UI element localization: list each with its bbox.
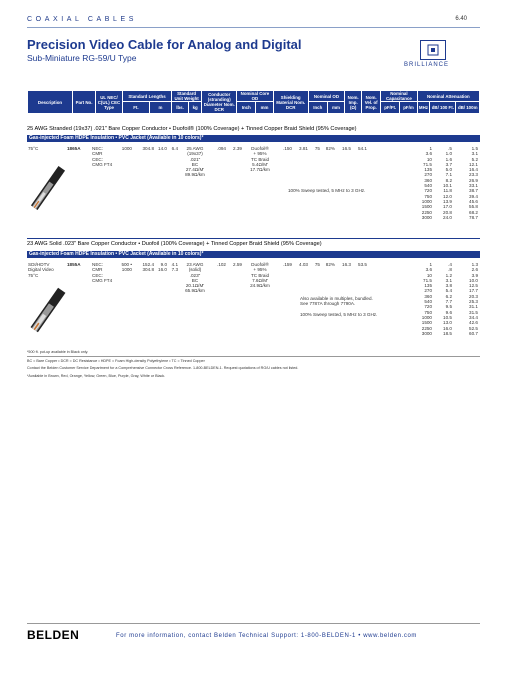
- s1-frequency-value: 540: [424, 183, 432, 189]
- s2-core-inch: .102: [217, 262, 226, 267]
- s2-attenuation-ft-value: 9.6: [445, 309, 452, 315]
- unit-kg: kg: [189, 102, 202, 114]
- page-number: 6.40: [455, 16, 467, 22]
- s1-attenuation-m-value: 16.4: [469, 167, 478, 173]
- section-1-title: 25 AWG Stranded (19x37) .021" Bare Copper Conductor • Duofoil® (100% Coverage) + Tinned Copper Braid Shield (95% Coverage): [27, 126, 357, 132]
- s1-attenuation-m-value: 39.4: [469, 193, 478, 199]
- s2-cap-pf-m: 53.5: [358, 262, 367, 267]
- unit-lbs: lbs.: [171, 102, 188, 114]
- s2-attenuation-ft-value: 16.0: [443, 325, 452, 331]
- s2-attenuation-m-value: 42.6: [469, 320, 478, 326]
- s2-attenuation-ft-value: 3.1: [445, 277, 452, 283]
- s1-attenuation-ft-value: .5: [448, 146, 452, 151]
- s2-attenuation-m-value: 3.9: [471, 272, 478, 278]
- s2-weight-lbs: 9.0 16.0: [158, 262, 167, 273]
- s2-frequency-value: 10: [426, 272, 432, 278]
- s2-attenuation-m-value: 31.5: [469, 309, 478, 315]
- s1-attenuation-ft-value: 7.1: [445, 172, 452, 178]
- abbreviations-note: BC = Bare Copper • DCR = DC Resistance • HDPE = Foam High-density Polyethylene • TC = Tinned Copper: [27, 356, 480, 363]
- unit-core-mm: mm: [256, 102, 273, 114]
- s1-frequency-value: 1: [429, 146, 432, 151]
- unit-core-inch: Inch: [237, 102, 256, 114]
- s1-frequency-value: 360: [424, 177, 432, 183]
- col-description: Description: [28, 91, 73, 114]
- s1-attenuation-m-value: 26.9: [469, 177, 478, 183]
- s2-weight-kg: 4.1 7.3: [171, 262, 178, 273]
- s1-cap-pf-m: 54.1: [358, 146, 367, 151]
- s2-core-mm: 2.59: [233, 262, 242, 267]
- s1-attenuation-ft-value: 10.1: [443, 183, 452, 189]
- s2-attenuation-ft-value: 6.2: [445, 293, 452, 299]
- s1-attenuation-ft-value: 12.0: [443, 193, 452, 199]
- s2-attenuation-m-value: 31.1: [469, 304, 478, 310]
- s1-ul-type: NEC: CMR CEC: CMG FT4: [92, 146, 113, 167]
- s2-attenuation-m-value: 1.3: [471, 262, 478, 267]
- unit-db-100m: dB/ 100m: [456, 102, 480, 114]
- s2-mhz-column: [410, 262, 432, 336]
- s1-attenuation-ft-value: 17.0: [443, 204, 452, 210]
- contact-note: Contact the Belden Customer Service Department for a Comprehensive Connector Cross Reference. 1-800-BELDEN-1. Request quotations of RG/U cables not listed.: [27, 366, 299, 370]
- belden-logo: BELDEN: [27, 628, 80, 642]
- s2-attenuation-ft-value: .8: [448, 267, 452, 273]
- s1-frequency-value: 270: [424, 172, 432, 178]
- s1-mhz-column: [410, 146, 432, 220]
- brilliance-logo-icon: [420, 40, 446, 60]
- unit-od-mm: mm: [327, 102, 344, 114]
- s2-attenuation-m-value: 17.7: [469, 288, 478, 294]
- putup-note: *500 ft. put-up available in Black only.: [27, 350, 89, 354]
- section-2-title: 23 AWG Solid .023" Bare Copper Conductor • Duofoil (100% Coverage) + Tinned Copper Braid Shield (95% Coverage): [27, 241, 322, 247]
- s1-cap-pf-ft: 16.5: [342, 146, 351, 151]
- s1-frequency-value: 720: [424, 188, 432, 194]
- s1-attenuation-ft-value: 1.0: [445, 151, 452, 157]
- cable-1865a-image: [28, 160, 68, 215]
- s1-length-m: 304.8: [142, 146, 154, 151]
- s1-weight-lbs: 14.0: [158, 146, 167, 151]
- col-shielding: Shielding Material Nom. DCR: [273, 91, 308, 114]
- col-capacitance: Nominal Capacitance: [381, 91, 417, 102]
- s1-frequency-value: 3000: [421, 214, 432, 220]
- s1-attenuation-m-value: 12.1: [469, 161, 478, 167]
- s1-frequency-value: 135: [424, 167, 432, 173]
- s1-frequency-value: 10: [426, 156, 432, 162]
- s1-frequency-value: 750: [424, 193, 432, 199]
- s1-sweep-note: 100% Sweep tested, 5 MHz to 3 GHz.: [288, 188, 366, 193]
- s1-attenuation-m-value: 33.1: [469, 183, 478, 189]
- s1-core-mm: 2.39: [233, 146, 242, 151]
- page-subtitle: Sub-Miniature RG-59/U Type: [27, 53, 137, 63]
- s1-core-inch: .094: [217, 146, 226, 151]
- s2-velocity: 82%: [325, 262, 335, 267]
- s2-od-inch: .159: [283, 262, 292, 267]
- s2-conductor: 23 AWG (solid) .023" BC 20.1Ω/M' 65.9Ω/km: [185, 262, 205, 294]
- s2-cap-pf-ft: 16.3: [342, 262, 351, 267]
- s1-attenuation-ft-value: 3.7: [445, 161, 452, 167]
- s2-frequency-value: 1: [429, 262, 432, 267]
- s1-weight-kg: 6.4: [171, 146, 178, 151]
- section-2-insulation-bar: Gas-injected Foam HDPE Insulation • PVC Jacket (Available in 10 colors)*: [27, 251, 480, 258]
- footer-divider: [27, 623, 480, 624]
- s2-length-m: 152.4 304.8: [142, 262, 154, 273]
- col-standard-lengths: Standard Lengths: [123, 91, 172, 102]
- s2-shielding: Duofoil® + 95% TC Braid 7.6Ω/M' 24.9Ω/km: [250, 262, 270, 289]
- s2-attenuation-ft-value: 5.4: [445, 288, 452, 294]
- section-category: COAXIAL CABLES: [27, 16, 138, 23]
- s2-frequency-value: 2250: [421, 325, 432, 331]
- unit-od-inch: Inch: [308, 102, 327, 114]
- s2-attenuation-ft-value: 7.7: [445, 299, 452, 305]
- s2-frequency-value: 1500: [421, 320, 432, 326]
- col-velocity: Nom. Vel. of Prop.: [362, 91, 381, 114]
- s1-impedance: 75: [314, 146, 320, 151]
- unit-pf-m: pF/m: [400, 102, 417, 114]
- col-attenuation: Nominal Attenuation: [417, 91, 479, 102]
- s2-attenuation-m-value: 10.0: [469, 277, 478, 283]
- s2-frequency-value: 360: [424, 293, 432, 299]
- s2-attenuation-ft-value: 18.5: [443, 330, 452, 336]
- s1-od-inch: .150: [283, 146, 292, 151]
- s2-frequency-value: 540: [424, 299, 432, 305]
- s1-attenuation-m-value: 3.1: [471, 151, 478, 157]
- s2-attenuation-ft-value: 9.5: [445, 304, 452, 310]
- unit-db-100ft: dB/ 100 Ft.: [430, 102, 456, 114]
- s1-attenuation-m-value: 68.2: [469, 209, 478, 215]
- s2-frequency-value: 3.6: [425, 267, 432, 273]
- s1-length-ft: 1000: [121, 146, 132, 151]
- s1-db-per-100ft-column: [432, 146, 452, 220]
- s2-db-per-100m-column: [452, 262, 478, 336]
- s1-part-no: 1865A: [67, 146, 81, 151]
- s2-length-ft: 500 • 1000: [121, 262, 132, 273]
- col-core-od: Nominal Core OD: [237, 91, 273, 102]
- s1-attenuation-ft-value: 5.0: [445, 167, 452, 173]
- s1-description: 75°C: [28, 146, 39, 151]
- page-title: Precision Video Cable for Analog and Digital: [27, 37, 302, 52]
- col-nominal-od: Nominal OD: [308, 91, 344, 102]
- col-impedance: Nom. Imp. (Ω): [345, 91, 362, 114]
- s1-attenuation-m-value: 23.3: [469, 172, 478, 178]
- s2-multiples-note: Also available in multiples, bundled. See 7787A through 7790A.: [300, 296, 373, 307]
- s1-attenuation-ft-value: 1.6: [445, 156, 452, 162]
- s2-attenuation-ft-value: 13.0: [443, 320, 452, 326]
- s2-attenuation-m-value: 20.3: [469, 293, 478, 299]
- col-part-no: Part No.: [73, 91, 96, 114]
- s2-attenuation-ft-value: 3.8: [445, 283, 452, 289]
- spec-table-header: [27, 90, 480, 114]
- s1-attenuation-m-value: 78.7: [469, 214, 478, 220]
- s2-od-mm: 4.03: [299, 262, 308, 267]
- s2-impedance: 75: [314, 262, 320, 267]
- s2-frequency-value: 1000: [421, 314, 432, 320]
- s1-velocity: 82%: [325, 146, 335, 151]
- s2-attenuation-m-value: 52.5: [469, 325, 478, 331]
- section-divider: [27, 238, 480, 239]
- section-1-insulation-bar: Gas-injected Foam HDPE Insulation • PVC Jacket (Available in 10 colors)*: [27, 135, 480, 142]
- s1-attenuation-m-value: 45.6: [469, 198, 478, 204]
- s1-attenuation-ft-value: 24.0: [443, 214, 452, 220]
- header-divider: [27, 27, 480, 28]
- unit-ft: Ft.: [123, 102, 150, 114]
- s2-frequency-value: 135: [424, 283, 432, 289]
- brand-name: BRILLIANCE: [404, 62, 450, 68]
- s2-frequency-value: 3000: [421, 330, 432, 336]
- s1-attenuation-m-value: 5.2: [471, 156, 478, 162]
- colors-note: *Available in Brown, Red, Orange, Yellow, Green, Blue, Purple, Gray, White or Black.: [27, 374, 166, 378]
- s2-attenuation-m-value: 2.6: [471, 267, 478, 273]
- col-conductor: Conductor (stranding) Diameter Nom. DCR: [203, 92, 235, 112]
- s2-attenuation-m-value: 60.7: [469, 330, 478, 336]
- s2-description: SDI/HDTV Digital Video 75°C: [28, 262, 54, 278]
- s1-od-mm: 3.81: [299, 146, 308, 151]
- s2-attenuation-ft-value: .4: [448, 262, 452, 267]
- s1-shielding: Duofoil® + 95% TC Braid 5.4Ω/M' 17.7Ω/km: [250, 146, 270, 173]
- s1-attenuation-ft-value: 11.8: [443, 188, 452, 194]
- s1-frequency-value: 3.6: [425, 151, 432, 157]
- s1-conductor: 25 AWG (19x37) .021" BC 27.4Ω/M' 89.9Ω/km: [185, 146, 205, 178]
- unit-pf-ft: pF/Ft.: [381, 102, 400, 114]
- s1-frequency-value: 2250: [421, 209, 432, 215]
- s2-sweep-note: 100% Sweep tested, 5 MHz to 3 GHz.: [300, 312, 378, 317]
- s2-frequency-value: 750: [424, 309, 432, 315]
- unit-mhz: MHz: [417, 102, 430, 114]
- s1-attenuation-m-value: 55.8: [469, 204, 478, 210]
- s1-attenuation-m-value: 38.7: [469, 188, 478, 194]
- s2-db-per-100ft-column: [432, 262, 452, 336]
- s2-attenuation-m-value: 25.3: [469, 299, 478, 305]
- s2-frequency-value: 71.5: [423, 277, 432, 283]
- unit-m: m: [149, 102, 171, 114]
- cable-1855a-image: [28, 282, 68, 337]
- s2-attenuation-ft-value: 1.2: [445, 272, 452, 278]
- s1-attenuation-ft-value: 13.9: [443, 198, 452, 204]
- s2-attenuation-m-value: 34.4: [469, 314, 478, 320]
- s2-ul-type: NEC: CMR CEC: CMG FT4: [92, 262, 113, 283]
- s2-frequency-value: 270: [424, 288, 432, 294]
- footer-contact: For more information, contact Belden Technical Support: 1-800-BELDEN-1 • www.belden.com: [116, 633, 417, 639]
- col-unit-weight: Standard Unit Weight: [171, 91, 201, 102]
- s1-attenuation-ft-value: 20.8: [443, 209, 452, 215]
- s1-frequency-value: 71.5: [423, 161, 432, 167]
- s1-frequency-value: 1000: [421, 198, 432, 204]
- s1-attenuation-ft-value: 8.2: [445, 177, 452, 183]
- s2-attenuation-ft-value: 10.5: [443, 314, 452, 320]
- s1-db-per-100m-column: [452, 146, 478, 220]
- s2-attenuation-m-value: 12.5: [469, 283, 478, 289]
- s1-attenuation-m-value: 1.5: [471, 146, 478, 151]
- s2-frequency-value: 720: [424, 304, 432, 310]
- s2-part-no: 1855A: [67, 262, 81, 267]
- col-ul-type: UL NEC/ C(UL) CEC Type: [96, 91, 123, 114]
- s1-frequency-value: 1500: [421, 204, 432, 210]
